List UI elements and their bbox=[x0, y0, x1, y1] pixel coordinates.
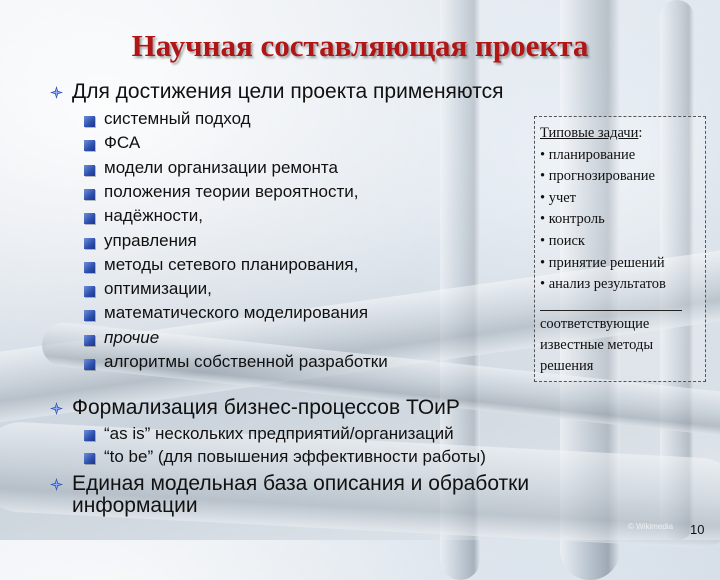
task-item: • прогнозирование bbox=[540, 168, 655, 185]
square-bullet-icon bbox=[84, 286, 95, 297]
square-bullet-icon bbox=[84, 453, 95, 464]
method-item: алгоритмы собственной разработки bbox=[104, 352, 388, 371]
point-3-line-1: Единая модельная база описания и обработки bbox=[72, 472, 530, 495]
square-bullet-icon bbox=[84, 335, 95, 346]
square-bullet-icon bbox=[84, 310, 95, 321]
method-item: надёжности, bbox=[104, 206, 203, 226]
typical-tasks-box bbox=[534, 116, 706, 382]
method-item: прочие bbox=[104, 327, 160, 347]
task-item: • анализ результатов bbox=[540, 276, 666, 293]
watermark: © Wikimedia bbox=[628, 522, 674, 531]
task-item: • поиск bbox=[540, 232, 585, 249]
diamond-bullet-icon bbox=[50, 402, 63, 415]
square-bullet-icon bbox=[84, 430, 95, 441]
diamond-bullet-icon bbox=[50, 86, 63, 99]
slide-title: Научная составляющая проекта bbox=[131, 28, 589, 63]
tasks-footer-line-1: соответствующие bbox=[540, 315, 650, 332]
method-item: ФСА bbox=[104, 133, 141, 153]
square-bullet-icon bbox=[84, 189, 95, 200]
tasks-header: Типовые задачи: bbox=[540, 125, 643, 141]
method-item: модели организации ремонта bbox=[104, 157, 338, 177]
square-bullet-icon bbox=[84, 140, 95, 151]
point-3-line-2: информации bbox=[72, 494, 198, 517]
divider-line bbox=[540, 296, 682, 311]
page-number: 10 bbox=[690, 522, 705, 537]
square-bullet-icon bbox=[84, 359, 95, 370]
task-item: • контроль bbox=[540, 211, 605, 228]
method-item: методы сетевого планирования, bbox=[104, 254, 359, 274]
tasks-footer-line-3: решения bbox=[540, 357, 594, 374]
method-item: системный подход bbox=[104, 109, 251, 128]
square-bullet-icon bbox=[84, 213, 95, 224]
task-item: • принятие решений bbox=[540, 254, 665, 271]
method-item: оптимизации, bbox=[104, 279, 212, 299]
tasks-list bbox=[540, 145, 701, 296]
square-bullet-icon bbox=[84, 116, 95, 127]
method-item: математического моделирования bbox=[104, 303, 369, 323]
square-bullet-icon bbox=[84, 165, 95, 176]
square-bullet-icon bbox=[84, 262, 95, 273]
point-1-text: Для достижения цели проекта применяются bbox=[72, 80, 504, 103]
point-2-text: Формализация бизнес-процессов ТОиР bbox=[72, 396, 460, 419]
diamond-bullet-icon bbox=[50, 478, 63, 491]
method-item: управления bbox=[104, 230, 197, 250]
square-bullet-icon bbox=[84, 238, 95, 249]
to-be-item: “to be” (для повышения эффективности работы) bbox=[104, 447, 486, 466]
task-item: • планирование bbox=[540, 146, 636, 163]
method-item: положения теории вероятности, bbox=[104, 181, 359, 201]
task-item: • учет bbox=[540, 189, 577, 206]
as-is-item: “as is” нескольких предприятий/организаций bbox=[104, 424, 454, 443]
tasks-footer-line-2: известные методы bbox=[540, 336, 654, 353]
